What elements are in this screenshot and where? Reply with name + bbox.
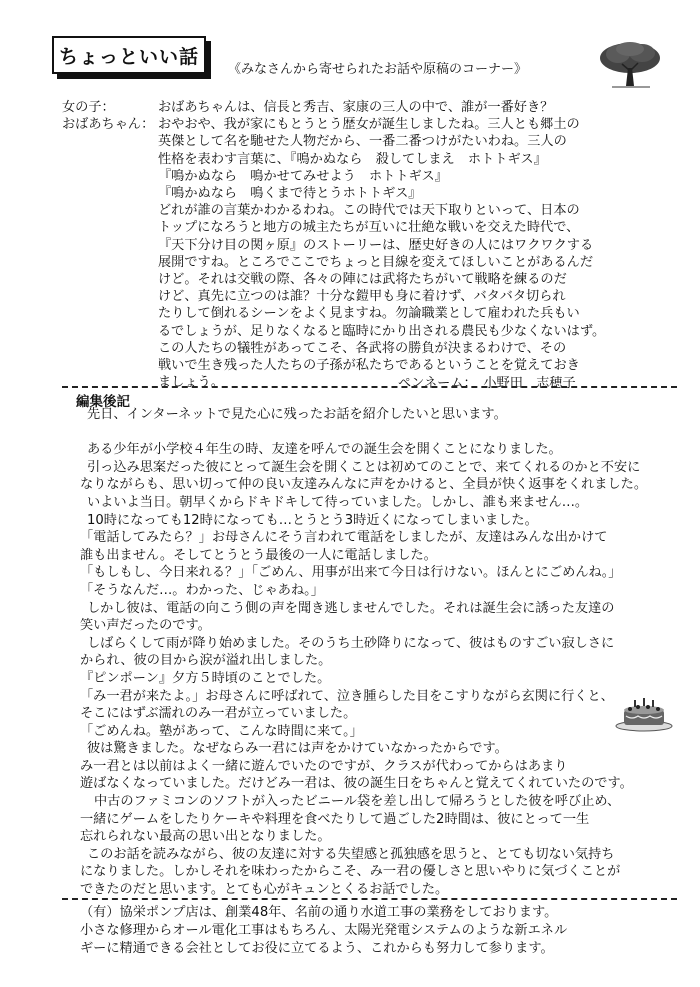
editorial-line: 笑い声だったのです。 — [80, 618, 211, 634]
speech-line: るでしょうが、足りなくなると臨時にかり出される農民も少なくないはず。 — [158, 323, 606, 339]
editorial-line: 遊ばなくなっていました。だけどみ一君は、彼の誕生日をちゃんと覚えてくれていたのです。 — [80, 776, 633, 792]
footer-line: ギーに精通できる会社としてお役に立てるよう、これからも努力して参ります。 — [80, 940, 554, 956]
editorial-line: いよいよ当日。朝早くからドキドキして待っていました。しかし、誰も来ません…。 — [87, 494, 589, 510]
editorial-line: になりました。しかしそれを味わったからこそ、み一君の優しさと思いやりに気づくことが — [80, 864, 621, 880]
editorial-line: ある少年が小学校４年生の時、友達を呼んでの誕生会を開くことになりました。 — [87, 442, 562, 458]
editorial-line: 一緒にゲームをしたりケーキや料理を食べたりして過ごした2時間は、彼にとって一生 — [80, 811, 590, 827]
speech-line: どれが誰の言葉かわかるわね。この時代では天下取りといって、日本の — [158, 203, 580, 219]
pen-name-signature: ペンネーム： 小野田 志穂子 — [398, 376, 576, 391]
editorial-line: 「み一君が来たよ。」お母さんに呼ばれて、泣き腫らした目をこすりながら玄関に行くと、 — [80, 688, 614, 704]
speech-line: 『鳴かぬなら 鳴かせてみせよう ホトトギス』 — [158, 168, 448, 184]
footer-line: （有）協栄ポンプ店は、創業48年、名前の通り水道工事の業務をしております。 — [80, 905, 558, 920]
dialog-turn-girl — [62, 99, 662, 116]
speech-line: この人たちの犠牲があってこそ、各武将の勝負が決まるわけで、その — [158, 340, 567, 356]
section-subtitle: 《みなさんから寄せられたお話や原稿のコーナー》 — [228, 62, 528, 77]
editorial-line: なりながらも、思い切って仲の良い友達みんなに声をかけると、全員が快く返事をくれました。 — [80, 477, 648, 493]
speech-line: たりして倒れるシーンをよく見ますね。勿論職業として雇われた兵もい — [158, 306, 580, 322]
speech-line: けど。それは交戦の際、各々の陣には武将たちがいて戦略を練るのだ — [158, 272, 567, 288]
page-title: ちょっといい話 — [52, 36, 206, 74]
speech-line: 『天下分け目の関ヶ原』のストーリーは、歴史好きの人にはワクワクする — [158, 237, 594, 253]
speaker-label: おばあちゃん： — [62, 117, 155, 133]
birthday-cake-icon — [614, 696, 674, 732]
editorial-line: 『ピンポーン』夕方５時頃のことでした。 — [80, 670, 331, 686]
speech-line: けど、真先に立つのは誰？十分な鎧甲も身に着けず、バタバタ切られ — [158, 289, 566, 305]
editorial-line: 「そうなんだ…。わかった、じゃあね。」 — [80, 582, 324, 598]
speech-line: 戦いで生き残った人たちの子孫が私たちであるということを覚えておき — [158, 358, 580, 374]
editorial-line: 「もしもし、今日来れる？」「ごめん、用事が出来て今日は行けない。ほんとにごめんね。」 — [80, 565, 622, 581]
editorial-line: しばらくして雨が降り始めました。そのうち土砂降りになって、彼はものすごい寂しさに — [87, 635, 615, 651]
dialog-turn-grandma — [62, 116, 662, 391]
editorial-line: 10時になっても12時になっても…とうとう3時近くになってしまいました。 — [87, 512, 538, 528]
dashed-divider — [62, 386, 677, 388]
editorial-line: 彼は驚きました。なぜならみ一君には声をかけていなかったからです。 — [87, 741, 508, 757]
speech-line: 英傑として名を馳せた人物だから、一番二番つけがたいわね。三人の — [158, 134, 567, 150]
editorial-heading: 編集後記 — [76, 394, 130, 410]
speech-line: トップになろうと地方の城主たちが互いに壮絶な戦いを交えた時代で、 — [158, 220, 580, 236]
editorial-line: そこにはずぶ濡れのみ一君が立っていました。 — [80, 706, 357, 722]
speech-text — [158, 116, 662, 391]
speech-line: ましょう。 — [158, 375, 224, 391]
editorial-line: 中古のファミコンのソフトが入ったビニール袋を差し出して帰ろうとした彼を呼び止め、 — [94, 794, 621, 810]
editorial-line: しかし彼は、電話の向こう側の声を聞き逃しませんでした。それは誕生会に誘った友達の — [87, 600, 615, 616]
editorial-line: このお話を読みながら、彼の友達に対する失望感と孤独感を思うと、とても切ない気持ち — [87, 846, 615, 862]
editorial-blank-line — [80, 424, 680, 442]
speaker-label: 女の子： — [62, 100, 115, 115]
dashed-divider — [62, 898, 677, 900]
editorial-line: できたのだと思います。とても心がキュンとくるお話でした。 — [80, 882, 449, 898]
editorial-line: 引っ込み思案だった彼にとって誕生会を開くことは初めてのことで、来てくれるのかと不安に — [87, 459, 641, 475]
editorial-line: み一君とは以前はよく一緒に遊んでいたのですが、クラスが代わってからはあまり — [80, 758, 568, 774]
speech-line: おばあちゃんは、信長と秀吉、家康の三人の中で、誰が一番好き？ — [158, 100, 554, 115]
company-footer — [80, 904, 680, 957]
speech-line: 性格を表わす言葉に、『鳴かぬなら 殺してしまえ ホトトギス』 — [158, 151, 547, 167]
editorial-line: 「ごめんね。塾があって、こんな時間に来て。」 — [80, 723, 363, 739]
editorial-line: 「電話してみたら？」お母さんにそう言われて電話をしましたが、友達はみんな出かけて — [80, 530, 608, 546]
speech-text — [158, 99, 662, 116]
editorial-line: かられ、彼の目から涙が溢れ出しました。 — [80, 653, 332, 669]
editorial-line: 忘れられない最高の思い出となりました。 — [80, 829, 331, 845]
speech-line: 『鳴かぬなら 鳴くまで待とうホトトギス』 — [158, 186, 422, 202]
editorial-line: 先日、インターネットで見た心に残ったお話を紹介したいと思います。 — [87, 407, 507, 422]
editorial-line: 誰も出ません。そしてとうとう最後の一人に電話しました。 — [80, 547, 437, 563]
tree-icon — [598, 40, 662, 90]
editorial-body — [80, 406, 680, 899]
speech-line: おやおや、我が家にもとうとう歴女が誕生しましたね。三人とも郷土の — [158, 117, 580, 133]
dialog-section — [62, 99, 662, 391]
footer-line: 小さな修理からオール電化工事はもちろん、太陽光発電システムのような新エネル — [80, 922, 568, 938]
speech-line: 展開ですね。ところでここでちょっと目線を変えてほしいことがあるんだ — [158, 254, 594, 270]
